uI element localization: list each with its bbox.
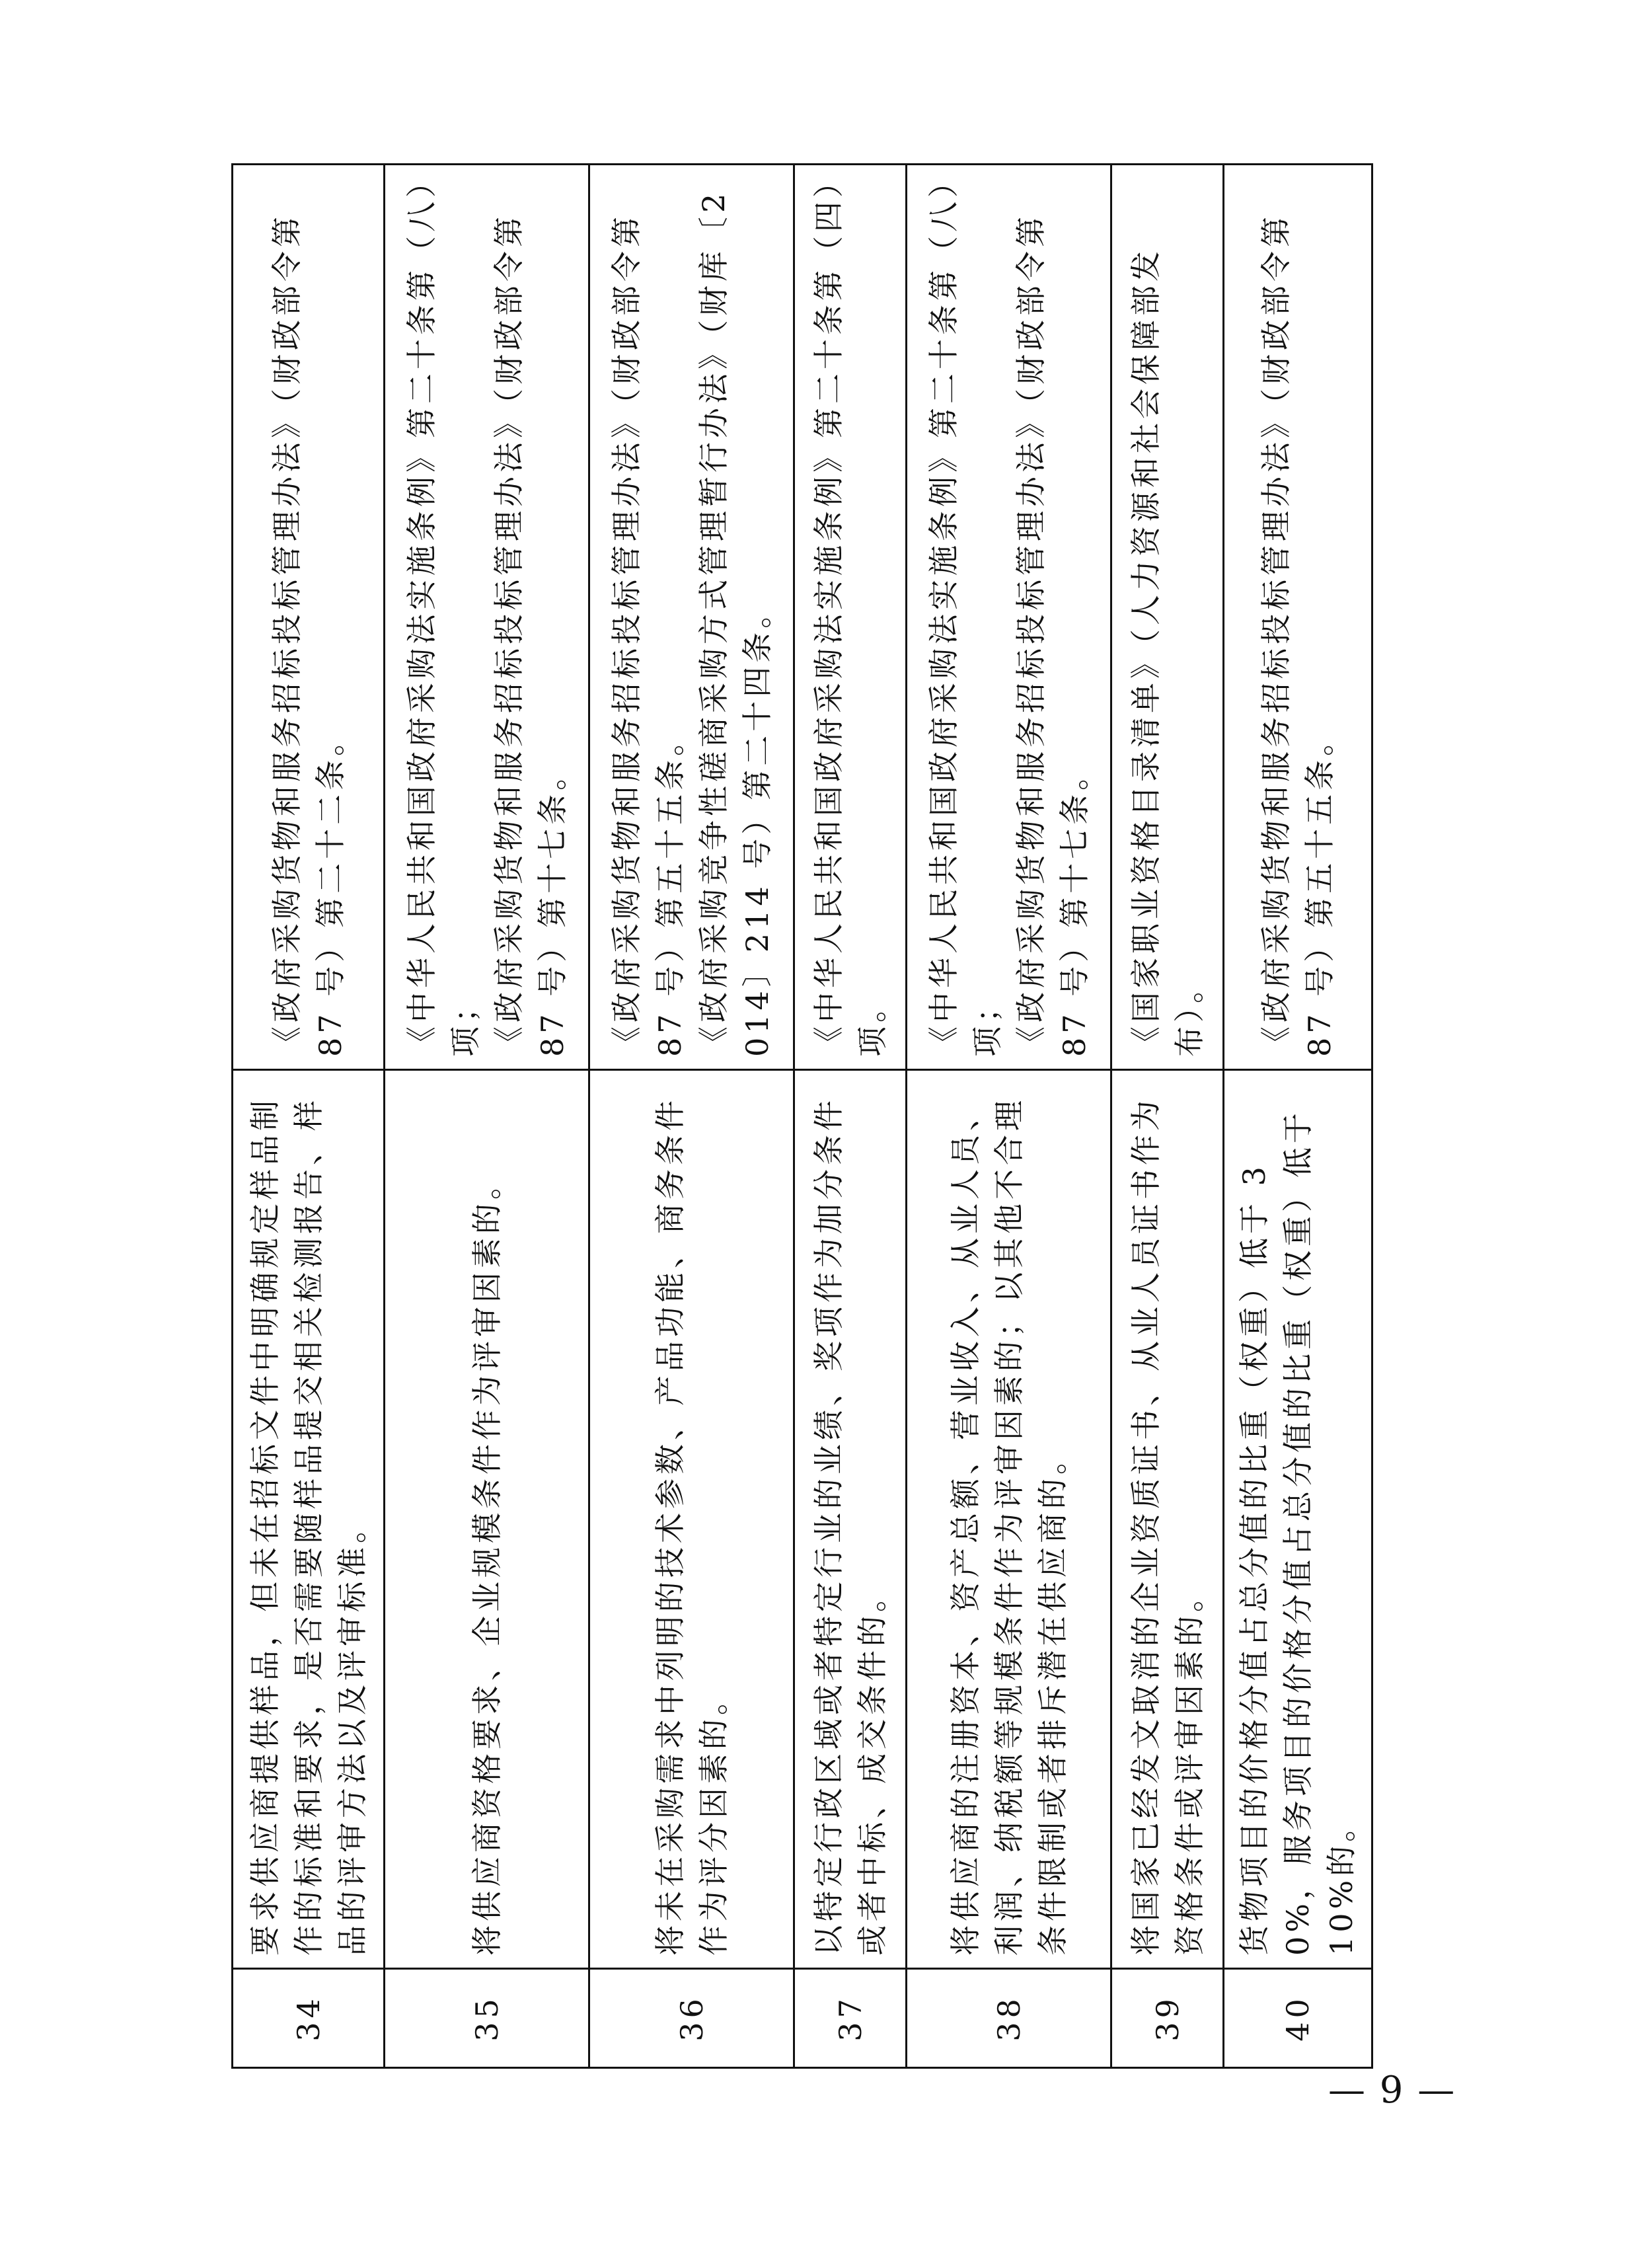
legal-basis-cell (1111, 165, 1224, 1070)
table-row (233, 165, 385, 2068)
legal-basis-text: 《政府采购货物和服务招标投标管理办法》（财政部令第 87 号）第十七条。 (1012, 213, 1092, 1057)
table-row (907, 165, 1111, 2068)
table-row (1111, 165, 1224, 2068)
review-item-text: 以特定行政区域或者特定行业的业绩、奖项作为加分条件或者中标、成交条件的。 (794, 1070, 907, 1969)
legal-basis-text: 《政府采购货物和服务招标投标管理办法》（财政部令第 87 号）第五十五条。 (608, 213, 688, 1057)
row-number: 39 (1111, 1969, 1224, 2068)
row-number: 34 (233, 1969, 385, 2068)
legal-basis-text: 《中华人民共和国政府采购法实施条例》第二十条第（八）项； (925, 178, 1005, 1057)
row-number: 40 (1224, 1969, 1372, 2068)
legal-basis-cell (794, 165, 907, 1070)
review-item-text: 要求供应商提供样品，但未在招标文件中明确规定样品制作的标准和要求，是否需要随样品提交相关检测报告、样品的评审方法以及评审标准。 (233, 1070, 385, 1969)
table-row (385, 165, 589, 2068)
row-number: 38 (907, 1969, 1111, 2068)
legal-basis-cell (233, 165, 385, 1070)
legal-basis-text: 《政府采购货物和服务招标投标管理办法》（财政部令第 87 号）第二十二条。 (268, 213, 348, 1057)
legal-basis-text: 《中华人民共和国政府采购法实施条例》第二十条第（八）项； (403, 178, 483, 1057)
legal-basis-text: 《政府采购货物和服务招标投标管理办法》（财政部令第 87 号）第十七条。 (490, 213, 570, 1057)
review-item-text: 将国家已经发文取消的企业资质证书、从业人员证书作为资格条件或评审因素的。 (1111, 1070, 1224, 1969)
review-item-text: 将供应商资格要求、企业规模条件作为评审因素的。 (385, 1070, 589, 1969)
row-number: 35 (385, 1969, 589, 2068)
legal-basis-text: 《政府采购竞争性磋商采购方式管理暂行办法》（财库〔2014〕214 号）第二十四条。 (695, 189, 775, 1057)
review-items-table (231, 163, 1373, 2069)
legal-basis-text: 《中华人民共和国政府采购法实施条例》第二十条第（四）项。 (810, 178, 890, 1057)
table-row (1224, 165, 1372, 2068)
legal-basis-text: 《政府采购货物和服务招标投标管理办法》（财政部令第 87 号）第五十五条。 (1258, 213, 1337, 1057)
legal-basis-cell (907, 165, 1111, 1070)
table-row (794, 165, 907, 2068)
legal-basis-cell (1224, 165, 1372, 1070)
legal-basis-cell (589, 165, 794, 1070)
page-number: — 9 — (1328, 2069, 1456, 2112)
review-item-text: 将供应商的注册资本、资产总额、营业收入、从业人员、利润、纳税额等规模条件作为评审因素的；以其他不合理条件限制或者排斥潜在供应商的。 (907, 1070, 1111, 1969)
legal-basis-text: 《国家职业资格目录清单》（人力资源和社会保障部发布）。 (1127, 247, 1207, 1057)
row-number: 36 (589, 1969, 794, 2068)
table-row (589, 165, 794, 2068)
review-item-text: 货物项目的价格分值占总分值的比重（权重）低于 30%，服务项目的价格分值占总分值的比重（权重）低于 10%的。 (1224, 1070, 1372, 1969)
row-number: 37 (794, 1969, 907, 2068)
rotated-page (231, 165, 1368, 2069)
review-item-text: 将未在采购需求中列明的技术参数、产品功能、商务条件作为评分因素的。 (589, 1070, 794, 1969)
legal-basis-cell (385, 165, 589, 1070)
